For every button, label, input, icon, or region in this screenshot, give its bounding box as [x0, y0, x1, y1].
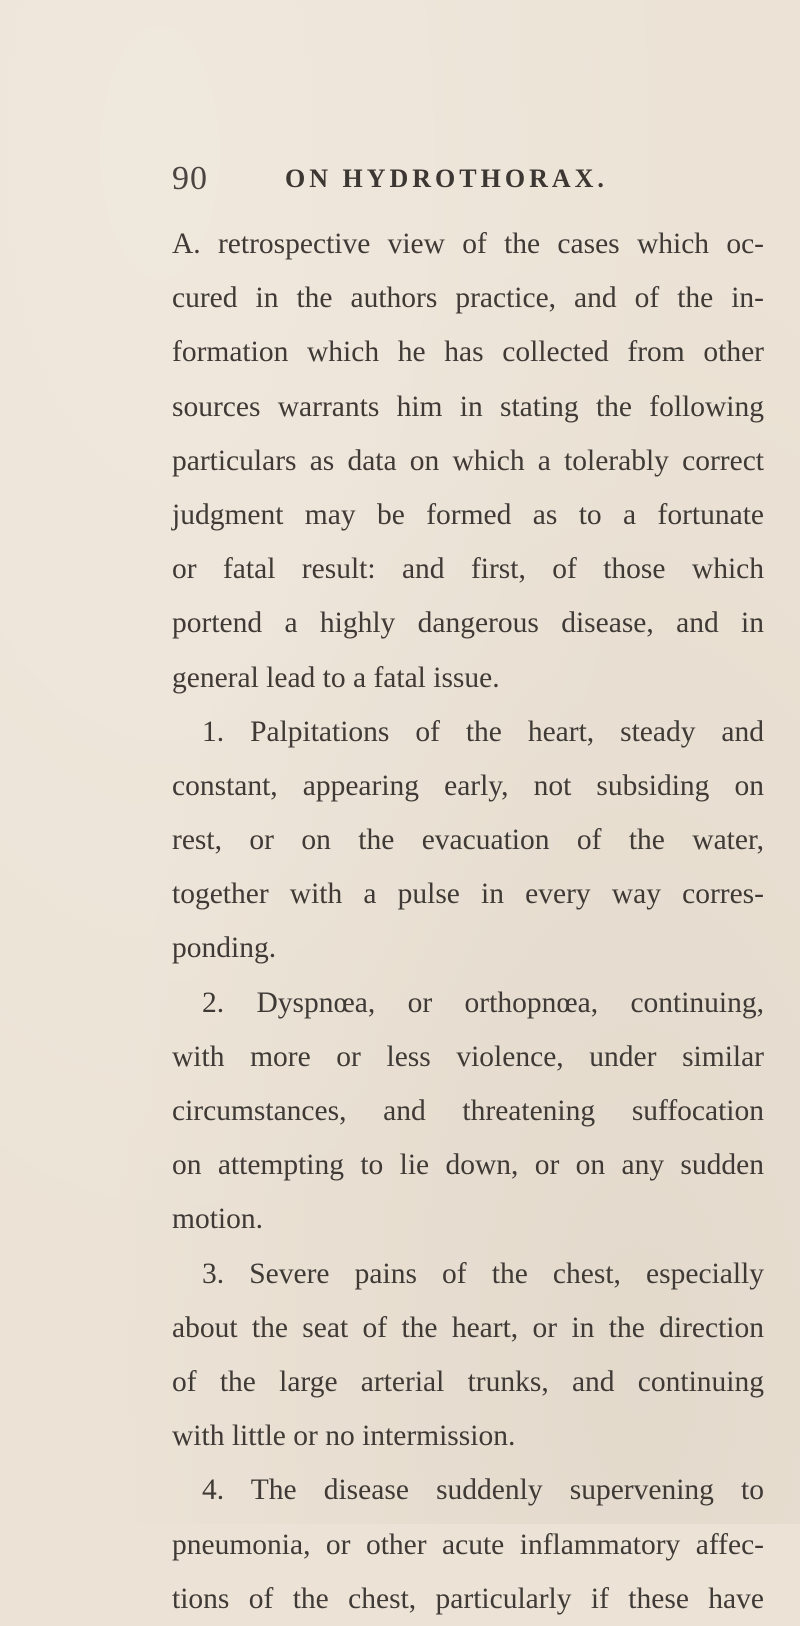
body-text: [172, 217, 764, 1626]
text-line: particulars as data on which a tolerably correct: [172, 444, 764, 477]
text-line: with little or no intermission.: [172, 1420, 516, 1453]
text-line: tions of the chest, particularly if these have: [172, 1582, 764, 1615]
text-line: formation which he has collected from other: [172, 336, 764, 369]
text-line: together with a pulse in every way corres-: [172, 878, 764, 911]
running-head: [172, 160, 732, 204]
text-line: ponding.: [172, 932, 277, 965]
text-line: constant, appearing early, not subsiding on: [172, 769, 764, 802]
text-line: general lead to a fatal issue.: [172, 661, 500, 694]
text-line: on attempting to lie down, or on any sudden: [172, 1149, 764, 1182]
text-line: 2. Dyspnœa, or orthopnœa, continuing,: [202, 986, 764, 1019]
text-line: about the seat of the heart, or in the direction: [172, 1311, 764, 1344]
text-line: cured in the authors practice, and of the in-: [172, 282, 764, 315]
text-line: judgment may be formed as to a fortunate: [172, 498, 764, 531]
text-line: rest, or on the evacuation of the water,: [172, 824, 764, 857]
text-line: A. retrospective view of the cases which oc-: [172, 228, 764, 260]
running-title: ON HYDROTHORAX.: [285, 164, 608, 193]
text-line: sources warrants him in stating the following: [172, 390, 764, 423]
text-line: 1. Palpitations of the heart, steady and: [202, 715, 764, 748]
text-line: circumstances, and threatening suffocation: [172, 1095, 764, 1127]
text-line: 4. The disease suddenly supervening to: [202, 1474, 764, 1507]
text-line: pneumonia, or other acute inflammatory affec-: [172, 1528, 764, 1561]
text-line: or fatal result: and first, of those which: [172, 553, 764, 586]
text-line: of the large arterial trunks, and continuing: [172, 1365, 764, 1398]
text-line: 3. Severe pains of the chest, especially: [202, 1257, 764, 1290]
text-line: with more or less violence, under similar: [172, 1040, 764, 1073]
text-line: motion.: [172, 1203, 263, 1236]
page-number: 90: [172, 160, 208, 197]
text-line: portend a highly dangerous disease, and in: [172, 607, 764, 640]
